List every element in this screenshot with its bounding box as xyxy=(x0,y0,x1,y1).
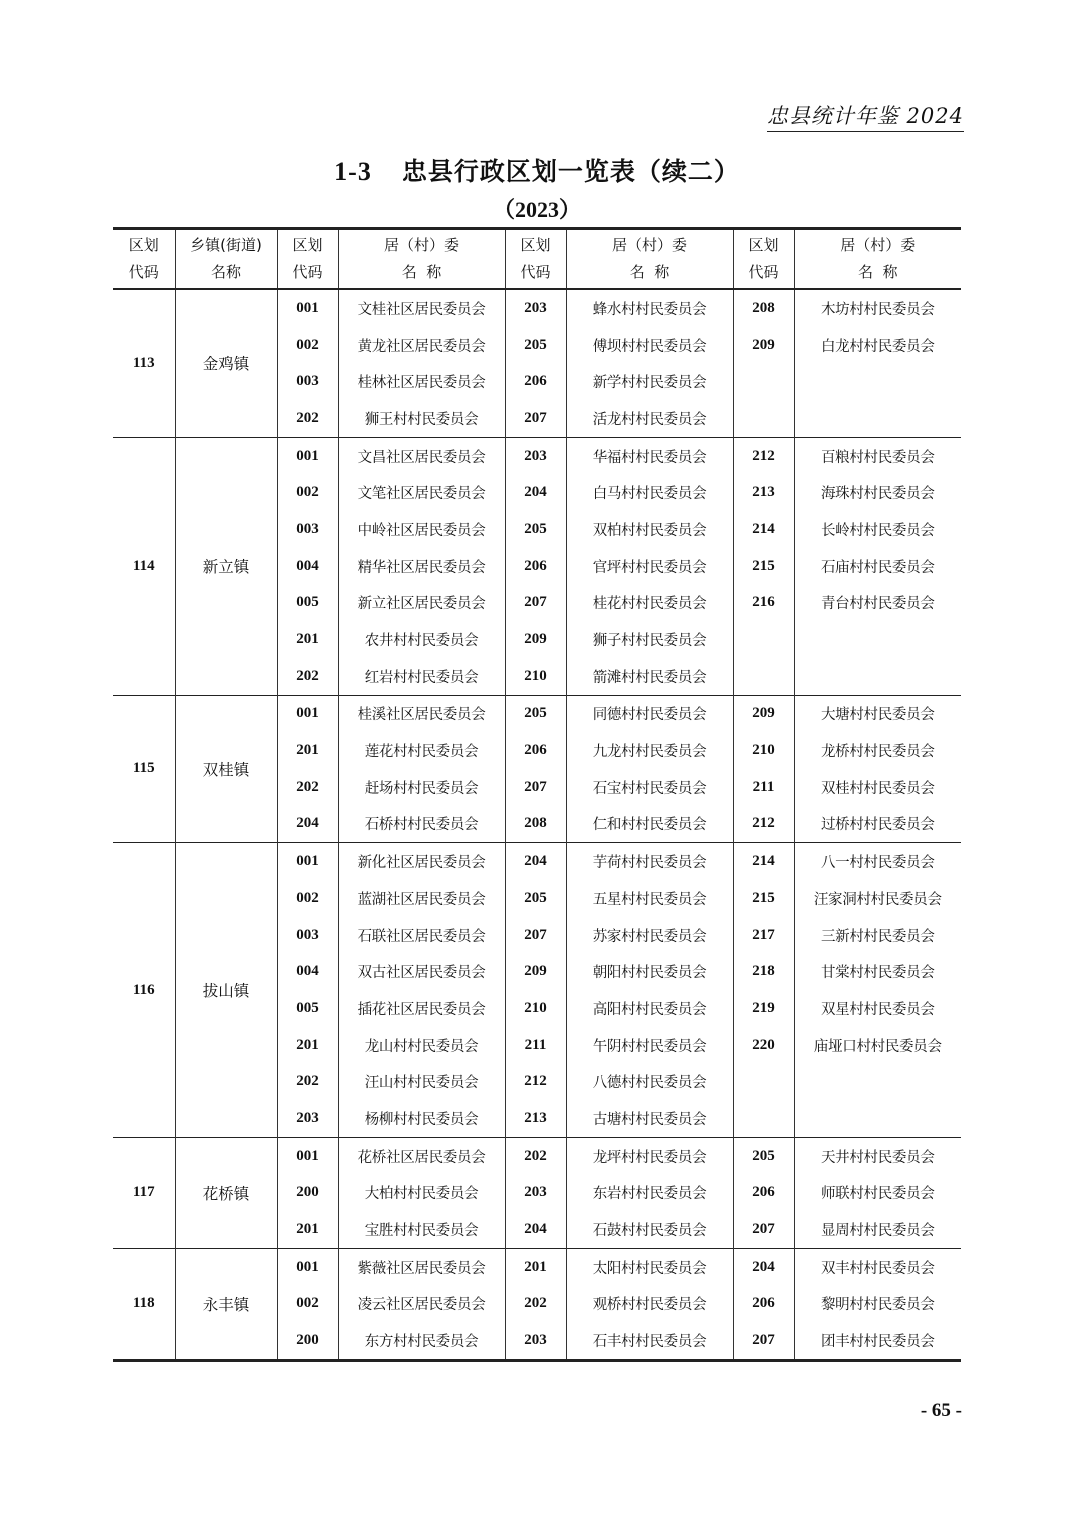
table-row xyxy=(113,437,961,474)
committee-code: 001 xyxy=(277,1137,338,1174)
town-name: 永丰镇 xyxy=(175,1248,277,1360)
committee-code: 218 xyxy=(733,953,794,990)
committee-code: 217 xyxy=(733,917,794,954)
committee-code: 202 xyxy=(505,1137,566,1174)
committee-name: 双丰村村民委员会 xyxy=(794,1248,961,1285)
table-row xyxy=(113,1248,961,1285)
committee-name: 八德村村民委员会 xyxy=(566,1063,733,1100)
committee-code: 203 xyxy=(505,437,566,474)
committee-name: 汪家洞村村民委员会 xyxy=(794,880,961,917)
committee-name: 新学村村民委员会 xyxy=(566,363,733,400)
committee-code: 201 xyxy=(277,1027,338,1064)
committee-name: 赶场村村民委员会 xyxy=(338,769,505,806)
committee-name: 杨柳村村民委员会 xyxy=(338,1100,505,1137)
committee-code: 005 xyxy=(277,990,338,1027)
committee-name: 新化社区居民委员会 xyxy=(338,843,505,880)
committee-code: 200 xyxy=(277,1175,338,1212)
town-group xyxy=(113,1248,961,1360)
committee-code: 215 xyxy=(733,548,794,585)
committee-name: 芋荷村村民委员会 xyxy=(566,843,733,880)
town-name: 双桂镇 xyxy=(175,695,277,843)
committee-name: 黎明村村民委员会 xyxy=(794,1286,961,1323)
committee-code: 203 xyxy=(505,289,566,327)
committee-name: 三新村村民委员会 xyxy=(794,917,961,954)
committee-code: 203 xyxy=(505,1322,566,1360)
committee-name: 石联社区居民委员会 xyxy=(338,917,505,954)
committee-code: 204 xyxy=(505,474,566,511)
committee-name: 花桥社区居民委员会 xyxy=(338,1137,505,1174)
committee-name: 朝阳村村民委员会 xyxy=(566,953,733,990)
town-code: 117 xyxy=(113,1137,175,1248)
committee-code: 207 xyxy=(733,1322,794,1360)
committee-name: 插花社区居民委员会 xyxy=(338,990,505,1027)
town-code: 118 xyxy=(113,1248,175,1360)
table-year: （2023） xyxy=(492,197,581,222)
committee-code: 205 xyxy=(733,1137,794,1174)
committee-code: 206 xyxy=(505,363,566,400)
committee-name: 宝胜村村民委员会 xyxy=(338,1211,505,1248)
committee-name: 大塘村村民委员会 xyxy=(794,695,961,732)
table-title-text: 忠县行政区划一览表（续二） xyxy=(401,157,740,186)
committee-code: 213 xyxy=(505,1100,566,1137)
committee-code: 001 xyxy=(277,695,338,732)
committee-name: 红岩村村民委员会 xyxy=(338,658,505,695)
committee-code xyxy=(733,363,794,400)
committee-name: 观桥村村民委员会 xyxy=(566,1286,733,1323)
committee-code: 215 xyxy=(733,880,794,917)
committee-name: 蓝湖社区居民委员会 xyxy=(338,880,505,917)
table-row xyxy=(113,695,961,732)
committee-name: 桂溪社区居民委员会 xyxy=(338,695,505,732)
committee-code: 003 xyxy=(277,917,338,954)
committee-name: 新立社区居民委员会 xyxy=(338,585,505,622)
committee-code: 001 xyxy=(277,289,338,327)
committee-name: 苏家村村民委员会 xyxy=(566,917,733,954)
committee-name: 师联村村民委员会 xyxy=(794,1175,961,1212)
division-table xyxy=(113,227,961,1362)
committee-name: 文昌社区居民委员会 xyxy=(338,437,505,474)
committee-code: 212 xyxy=(733,437,794,474)
committee-name: 五星村村民委员会 xyxy=(566,880,733,917)
committee-name: 农井村村民委员会 xyxy=(338,621,505,658)
committee-name: 文笔社区居民委员会 xyxy=(338,474,505,511)
committee-name xyxy=(794,1063,961,1100)
committee-code: 206 xyxy=(733,1175,794,1212)
committee-name: 精华社区居民委员会 xyxy=(338,548,505,585)
header-cell: 区划 代码 xyxy=(505,229,566,290)
committee-name: 紫薇社区居民委员会 xyxy=(338,1248,505,1285)
committee-name: 木坊村村民委员会 xyxy=(794,289,961,327)
committee-name: 桂林社区居民委员会 xyxy=(338,363,505,400)
committee-code: 003 xyxy=(277,511,338,548)
committee-code: 210 xyxy=(505,658,566,695)
town-group xyxy=(113,695,961,843)
committee-name: 石桥村村民委员会 xyxy=(338,806,505,843)
header-cell: 居（村）委 名 称 xyxy=(794,229,961,290)
committee-code: 002 xyxy=(277,474,338,511)
committee-code: 219 xyxy=(733,990,794,1027)
committee-code: 205 xyxy=(505,327,566,364)
committee-name: 团丰村村民委员会 xyxy=(794,1322,961,1360)
committee-name: 龙山村村民委员会 xyxy=(338,1027,505,1064)
committee-name: 石鼓村村民委员会 xyxy=(566,1211,733,1248)
committee-name: 东岩村村民委员会 xyxy=(566,1175,733,1212)
committee-name: 九龙村村民委员会 xyxy=(566,732,733,769)
header-cell: 区划 代码 xyxy=(277,229,338,290)
committee-code: 207 xyxy=(733,1211,794,1248)
committee-name: 天井村村民委员会 xyxy=(794,1137,961,1174)
committee-code: 201 xyxy=(277,621,338,658)
committee-code: 212 xyxy=(505,1063,566,1100)
header-cell: 乡镇(街道) 名称 xyxy=(175,229,277,290)
committee-code xyxy=(733,1063,794,1100)
committee-code: 204 xyxy=(505,843,566,880)
committee-code: 211 xyxy=(733,769,794,806)
committee-name: 过桥村村民委员会 xyxy=(794,806,961,843)
committee-code: 005 xyxy=(277,585,338,622)
committee-name: 桂花村村民委员会 xyxy=(566,585,733,622)
town-code: 113 xyxy=(113,289,175,437)
town-group xyxy=(113,1137,961,1248)
committee-code: 209 xyxy=(505,953,566,990)
committee-code: 220 xyxy=(733,1027,794,1064)
committee-code: 002 xyxy=(277,1286,338,1323)
committee-code: 201 xyxy=(277,732,338,769)
committee-code: 211 xyxy=(505,1027,566,1064)
committee-code: 201 xyxy=(505,1248,566,1285)
committee-name: 太阳村村民委员会 xyxy=(566,1248,733,1285)
committee-code: 206 xyxy=(505,548,566,585)
table-number: 1-3 xyxy=(334,157,372,186)
committee-name: 八一村村民委员会 xyxy=(794,843,961,880)
committee-name: 汪山村村民委员会 xyxy=(338,1063,505,1100)
committee-name xyxy=(794,621,961,658)
committee-code: 216 xyxy=(733,585,794,622)
committee-code: 002 xyxy=(277,327,338,364)
committee-name: 龙桥村村民委员会 xyxy=(794,732,961,769)
committee-code: 206 xyxy=(733,1286,794,1323)
committee-code xyxy=(733,400,794,437)
committee-code: 002 xyxy=(277,880,338,917)
town-name: 金鸡镇 xyxy=(175,289,277,437)
committee-code xyxy=(733,621,794,658)
committee-code: 209 xyxy=(733,695,794,732)
committee-code: 202 xyxy=(277,400,338,437)
committee-code xyxy=(733,1100,794,1137)
committee-name: 海珠村村民委员会 xyxy=(794,474,961,511)
committee-name: 庙垭口村村民委员会 xyxy=(794,1027,961,1064)
committee-code: 209 xyxy=(733,327,794,364)
table-title xyxy=(0,152,1074,188)
town-code: 116 xyxy=(113,843,175,1138)
committee-code: 214 xyxy=(733,511,794,548)
committee-name: 东方村村民委员会 xyxy=(338,1322,505,1360)
committee-name: 官坪村村民委员会 xyxy=(566,548,733,585)
committee-code: 003 xyxy=(277,363,338,400)
committee-name: 长岭村村民委员会 xyxy=(794,511,961,548)
table-row xyxy=(113,289,961,327)
town-group xyxy=(113,437,961,695)
committee-name xyxy=(794,1100,961,1137)
town-name: 花桥镇 xyxy=(175,1137,277,1248)
committee-code: 203 xyxy=(505,1175,566,1212)
running-head: 忠县统计年鉴 2024 xyxy=(767,100,964,132)
committee-name: 仁和村村民委员会 xyxy=(566,806,733,843)
committee-name: 双柏村村民委员会 xyxy=(566,511,733,548)
committee-code: 201 xyxy=(277,1211,338,1248)
committee-code: 001 xyxy=(277,843,338,880)
committee-name: 同德村村民委员会 xyxy=(566,695,733,732)
committee-name: 石宝村村民委员会 xyxy=(566,769,733,806)
committee-name: 青台村村民委员会 xyxy=(794,585,961,622)
committee-code: 207 xyxy=(505,917,566,954)
committee-name: 双古社区居民委员会 xyxy=(338,953,505,990)
committee-name xyxy=(794,363,961,400)
committee-name: 百粮村村民委员会 xyxy=(794,437,961,474)
header-cell: 居（村）委 名 称 xyxy=(566,229,733,290)
header-cell: 区划 代码 xyxy=(733,229,794,290)
committee-code: 001 xyxy=(277,437,338,474)
table-row xyxy=(113,843,961,880)
committee-name: 黄龙社区居民委员会 xyxy=(338,327,505,364)
committee-code: 207 xyxy=(505,400,566,437)
committee-code: 205 xyxy=(505,695,566,732)
committee-code: 004 xyxy=(277,548,338,585)
committee-code: 207 xyxy=(505,769,566,806)
page-number: - 65 - xyxy=(920,1400,962,1421)
town-group xyxy=(113,289,961,437)
committee-name: 大柏村村民委员会 xyxy=(338,1175,505,1212)
committee-name xyxy=(794,400,961,437)
committee-name: 白马村村民委员会 xyxy=(566,474,733,511)
committee-name: 高阳村村民委员会 xyxy=(566,990,733,1027)
committee-code: 200 xyxy=(277,1322,338,1360)
committee-code: 204 xyxy=(733,1248,794,1285)
committee-name: 凌云社区居民委员会 xyxy=(338,1286,505,1323)
committee-code: 202 xyxy=(277,1063,338,1100)
committee-code: 202 xyxy=(277,769,338,806)
committee-name: 古塘村村民委员会 xyxy=(566,1100,733,1137)
committee-name: 活龙村村民委员会 xyxy=(566,400,733,437)
town-name: 新立镇 xyxy=(175,437,277,695)
committee-code: 206 xyxy=(505,732,566,769)
header-cell: 区划 代码 xyxy=(113,229,175,290)
committee-name: 双星村村民委员会 xyxy=(794,990,961,1027)
committee-code: 208 xyxy=(505,806,566,843)
committee-code: 205 xyxy=(505,880,566,917)
committee-code: 203 xyxy=(277,1100,338,1137)
committee-code: 210 xyxy=(733,732,794,769)
header-cell: 居（村）委 名 称 xyxy=(338,229,505,290)
committee-code: 212 xyxy=(733,806,794,843)
committee-code: 202 xyxy=(505,1286,566,1323)
committee-name: 文桂社区居民委员会 xyxy=(338,289,505,327)
committee-code: 204 xyxy=(277,806,338,843)
town-code: 115 xyxy=(113,695,175,843)
committee-name: 狮王村村民委员会 xyxy=(338,400,505,437)
committee-code: 209 xyxy=(505,621,566,658)
committee-name: 华福村村民委员会 xyxy=(566,437,733,474)
committee-name: 午阴村村民委员会 xyxy=(566,1027,733,1064)
committee-code: 202 xyxy=(277,658,338,695)
committee-code: 205 xyxy=(505,511,566,548)
town-name: 拔山镇 xyxy=(175,843,277,1138)
committee-name xyxy=(794,658,961,695)
committee-name: 甘棠村村民委员会 xyxy=(794,953,961,990)
committee-name: 莲花村村民委员会 xyxy=(338,732,505,769)
table-row xyxy=(113,1137,961,1174)
committee-name: 龙坪村村民委员会 xyxy=(566,1137,733,1174)
committee-name: 傅坝村村民委员会 xyxy=(566,327,733,364)
committee-name: 狮子村村民委员会 xyxy=(566,621,733,658)
committee-name: 石庙村村民委员会 xyxy=(794,548,961,585)
table-header xyxy=(113,229,961,290)
committee-code: 001 xyxy=(277,1248,338,1285)
committee-code: 210 xyxy=(505,990,566,1027)
committee-code: 213 xyxy=(733,474,794,511)
committee-name: 蜂水村村民委员会 xyxy=(566,289,733,327)
committee-code: 204 xyxy=(505,1211,566,1248)
committee-name: 双桂村村民委员会 xyxy=(794,769,961,806)
committee-name: 白龙村村民委员会 xyxy=(794,327,961,364)
committee-name: 石丰村村民委员会 xyxy=(566,1322,733,1360)
town-code: 114 xyxy=(113,437,175,695)
committee-name: 显周村村民委员会 xyxy=(794,1211,961,1248)
committee-code: 004 xyxy=(277,953,338,990)
town-group xyxy=(113,843,961,1138)
committee-name: 中岭社区居民委员会 xyxy=(338,511,505,548)
committee-name: 箭滩村村民委员会 xyxy=(566,658,733,695)
committee-code: 208 xyxy=(733,289,794,327)
committee-code: 214 xyxy=(733,843,794,880)
committee-code xyxy=(733,658,794,695)
committee-code: 207 xyxy=(505,585,566,622)
